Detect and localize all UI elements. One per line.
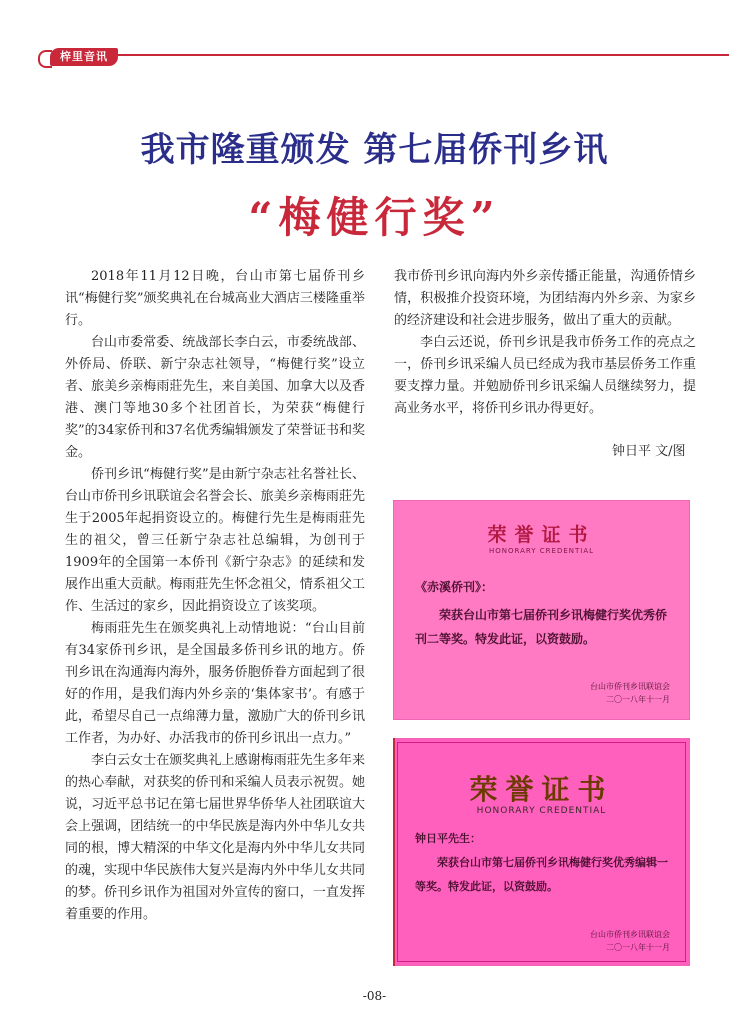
certificate-photo-2 [393,738,690,966]
certificate-addressee: 钟日平先生： [415,832,481,845]
certificate-subtitle: HONORARY CREDENTIAL [488,547,595,555]
certificate-issuer [590,680,670,706]
page-number: -08- [362,989,387,1003]
headline-award-name: “梅健行奖” [248,193,501,242]
section-tag [50,48,118,66]
header-rule [110,54,729,56]
article-left-column [65,266,365,926]
paragraph: 李白云女士在颁奖典礼上感谢梅雨莊先生多年来的热心奉献，对获奖的侨刊和采编人员表示祝贺。她说，习近平总书记在第七届世界华侨华人社团联谊大会上强调，团结统一的中华民族是海内外中华儿女共同的根，博大精深的中华文化是海内外中华儿女共同的魂，实现中华民族伟大复兴是海内外中华儿女共同的梦。侨刊乡讯作为祖国对外宣传的窗口，一直发挥着重要的作用。 [65,753,365,922]
headline: 我市隆重颁发 第七届侨刊乡讯 [140,130,609,170]
certificate-title: 荣誉证书 [487,524,596,546]
certificate-addressee: 《赤溪侨刊》： [415,580,494,594]
certificate-issuer [590,928,670,954]
certificate-body: 荣获台山市第七届侨刊乡讯梅健行奖优秀侨刊二等奖。特发此证，以资鼓励。 [415,608,668,646]
article-right-column [394,266,696,420]
issue-date: 二〇一八年十一月 [606,695,670,704]
paragraph: 2018年11月12日晚，台山市第七届侨刊乡讯“梅健行奖”颁奖典礼在台城高业大酒店三楼隆重举行。 [65,269,365,328]
byline: 钟日平 文/图 [612,444,686,459]
issue-date: 二〇一八年十一月 [606,943,670,952]
paragraph: 台山市委常委、统战部长李白云，市委统战部、外侨局、侨联、新宁杂志社领导，“梅健行奖”设立者、旅美乡亲梅雨莊先生，来自美国、加拿大以及香港、澳门等地30多个社团首长，为荣获“梅健行奖”的34家侨刊和37名优秀编辑颁发了荣誉证书和奖金。 [65,335,365,460]
certificate-photo-1 [393,500,690,720]
issuer-name: 台山市侨刊乡讯联谊会 [590,930,670,939]
issuer-name: 台山市侨刊乡讯联谊会 [590,682,670,691]
section-tag-label: 梓里音讯 [60,50,108,63]
certificate-title: 荣誉证书 [469,773,614,806]
paragraph: 侨刊乡讯“梅健行奖”是由新宁杂志社名誉社长、台山市侨刊乡讯联谊会名誉会长、旅美乡亲梅雨莊先生于2005年起捐资设立的。梅健行先生是梅雨莊先生的祖父，曾三任新宁杂志社总编辑，为创刊于1909年的全国第一本侨刊《新宁杂志》的延续和发展作出重大贡献。梅雨莊先生怀念祖父，情系祖父工作、生活过的家乡，因此捐资设立了该奖项。 [65,467,365,614]
certificate-body: 荣获台山市第七届侨刊乡讯梅健行奖优秀编辑一等奖。特发此证，以资鼓励。 [415,856,668,893]
swirl-ornament-icon [38,50,52,68]
paragraph: 梅雨莊先生在颁奖典礼上动情地说：“台山目前有34家侨刊乡讯，是全国最多侨刊乡讯的地方。侨刊乡讯在沟通海内海外，服务侨胞侨眷方面起到了很好的作用，是我们海内外乡亲的‘集体家书’。有感于此，希望尽自己一点绵薄力量，激励广大的侨刊乡讯工作者，为办好、办活我市的侨刊乡讯出一点力。” [65,621,365,746]
paragraph: 李白云还说，侨刊乡讯是我市侨务工作的亮点之一，侨刊乡讯采编人员已经成为我市基层侨务工作重要支撑力量。并勉励侨刊乡讯采编人员继续努力，提高业务水平，将侨刊乡讯办得更好。 [394,335,696,416]
certificate-subtitle: HONORARY CREDENTIAL [476,806,607,816]
paragraph: 我市侨刊乡讯向海内外乡亲传播正能量，沟通侨情乡情，积极推介投资环境，为团结海内外乡亲、为家乡的经济建设和社会进步服务，做出了重大的贡献。 [394,269,696,328]
